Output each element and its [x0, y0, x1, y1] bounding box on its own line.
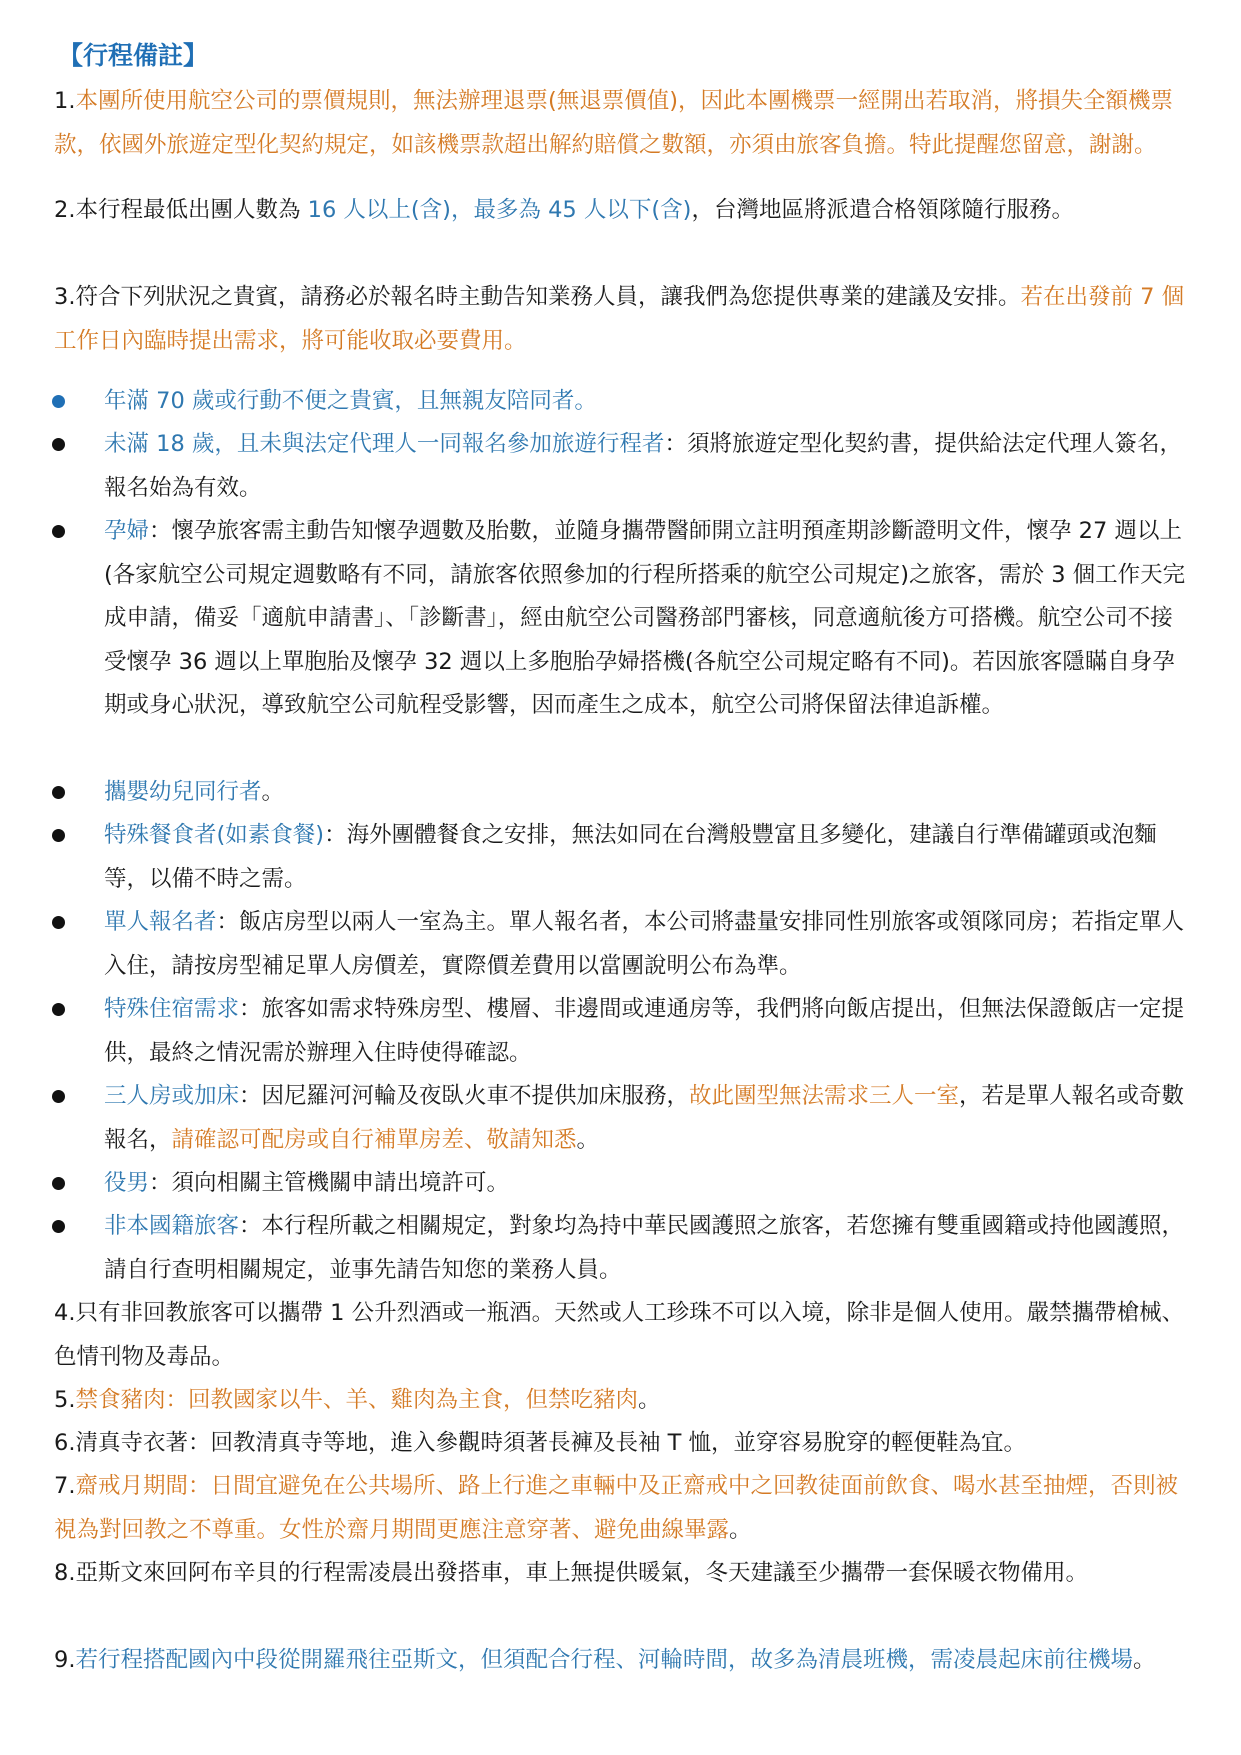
list-item-triple-room: 三人房或加床：因尼羅河河輪及夜臥火車不提供加床服務，故此團型無法需求三人一室，若是單人報名或奇數報名，請確認可配房或自行補單房差、敬請知悉。 — [104, 1083, 1185, 1153]
note-9: 9.若行程搭配國內中段從開羅飛往亞斯文，但須配合行程、河輪時間，故多為清晨班機，需凌晨起床前往機場。 — [54, 1647, 1156, 1673]
bullet-marker — [52, 438, 65, 451]
note-8: 8.亞斯文來回阿布辛貝的行程需凌晨出發搭車，車上無提供暖氣，冬天建議至少攜帶一套保暖衣物備用。 — [54, 1560, 1088, 1586]
bullet-marker — [52, 786, 65, 799]
note-7: 7.齋戒月期間：日間宜避免在公共場所、路上行進之車輛中及正齋戒中之回教徒面前飲食、喝水甚至抽煙，否則被視為對回教之不尊重。女性於齋月期間更應注意穿著、避免曲線畢露。 — [54, 1473, 1178, 1543]
list-item-minors: 未滿 18 歲，且未與法定代理人一同報名參加旅遊行程者：須將旅遊定型化契約書，提供給法定代理人簽名，報名始為有效。 — [104, 431, 1182, 501]
note-5: 5.禁食豬肉：回教國家以牛、羊、雞肉為主食，但禁吃豬肉。 — [54, 1387, 661, 1413]
list-item-accommodation: 特殊住宿需求：旅客如需求特殊房型、樓層、非邊間或連通房等，我們將向飯店提出，但無法保證飯店一定提供，最終之情況需於辦理入住時使得確認。 — [104, 996, 1185, 1066]
bullet-marker — [52, 1220, 65, 1233]
bullet-marker — [52, 916, 65, 929]
bullet-marker — [52, 1003, 65, 1016]
note-4: 4.只有非回教旅客可以攜帶 1 公升烈酒或一瓶酒。天然或人工珍珠不可以入境，除非是個人使用。嚴禁攜帶槍械、色情刊物及毒品。 — [54, 1300, 1185, 1370]
bullet-marker — [52, 1177, 65, 1190]
note-1: 1.本團所使用航空公司的票價規則，無法辦理退票(無退票價值)，因此本團機票一經開出若取消，將損失全額機票款，依國外旅遊定型化契約規定，如該機票款超出解約賠償之數額，亦須由旅客負擔。特此提醒您留意，謝謝。 — [54, 88, 1174, 158]
list-item-single: 單人報名者：飯店房型以兩人一室為主。單人報名者，本公司將盡量安排同性別旅客或領隊同房；若指定單人入住，請按房型補足單人房價差，實際價差費用以當團說明公布為準。 — [104, 909, 1185, 979]
bullet-marker — [52, 829, 65, 842]
list-item-foreign: 非本國籍旅客：本行程所載之相關規定，對象均為持中華民國護照之旅客，若您擁有雙重國籍或持他國護照，請自行查明相關規定，並事先請告知您的業務人員。 — [104, 1213, 1185, 1283]
list-item-military: 役男：須向相關主管機關申請出境許可。 — [104, 1170, 510, 1196]
list-item-elderly: 年滿 70 歲或行動不便之貴賓，且無親友陪同者。 — [104, 388, 597, 414]
bullet-marker — [52, 1090, 65, 1103]
bullet-marker — [52, 395, 65, 408]
section-heading: 【行程備註】 — [58, 41, 209, 70]
note-6: 6.清真寺衣著：回教清真寺等地，進入參觀時須著長褲及長袖 T 恤，並穿容易脫穿的輕便鞋為宜。 — [54, 1430, 1027, 1456]
bullet-marker — [52, 525, 65, 538]
note-2: 2.本行程最低出團人數為 16 人以上(含)，最多為 45 人以下(含)，台灣地區將派遣合格領隊隨行服務。 — [54, 197, 1074, 223]
list-item-infants: 攜嬰幼兒同行者。 — [104, 779, 285, 805]
list-item-pregnant: 孕婦：懷孕旅客需主動告知懷孕週數及胎數，並隨身攜帶醫師開立註明預產期診斷證明文件，懷孕 27 週以上(各家航空公司規定週數略有不同，請旅客依照參加的行程所搭乘的航空公司規定)之旅客，需於 3 個工作天完成申請，備妥「適航申請書」、「診斷書」，經由航空公司醫務部門審核，同意適航後方可搭機。航空公司不接受懷孕 36 週以上單胞胎及懷孕 32 週以上多胞胎孕婦搭機(各航空公司規定略有不同)。若因旅客隱瞞自身孕期或身心狀況，導致航空公司航程受影響，因而產生之成本，航空公司將保留法律追訴權。 — [104, 518, 1186, 718]
list-item-special-meals: 特殊餐食者(如素食餐)：海外團體餐食之安排，無法如同在台灣般豐富且多變化，建議自行準備罐頭或泡麵等，以備不時之需。 — [104, 822, 1157, 892]
note-3: 3.符合下列狀況之貴賓，請務必於報名時主動告知業務人員，讓我們為您提供專業的建議及安排。若在出發前 7 個工作日內臨時提出需求，將可能收取必要費用。 — [54, 284, 1185, 354]
